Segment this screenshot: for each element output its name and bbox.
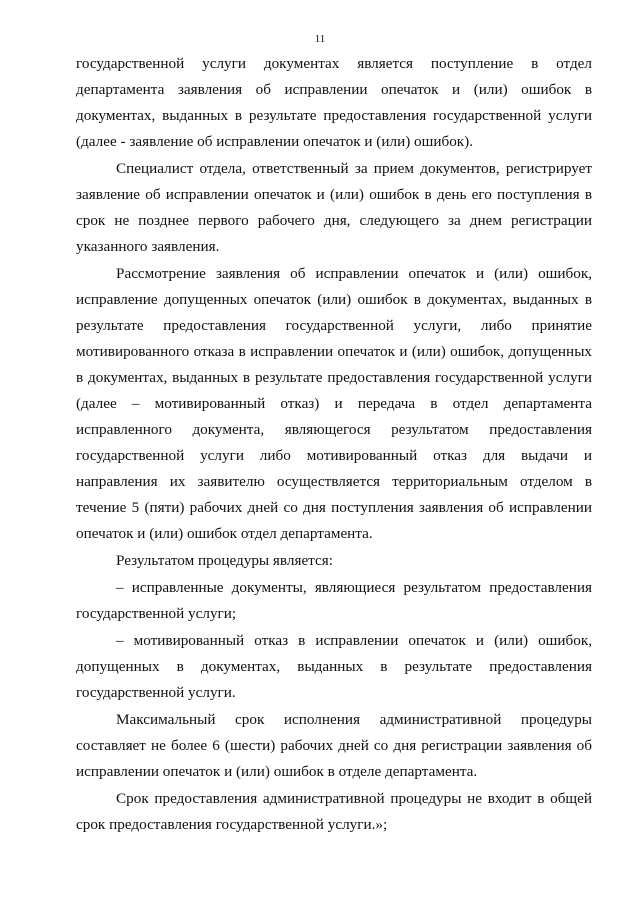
paragraph-registration: Специалист отдела, ответственный за прием документов, регистрирует заявление об исправлении опечаток и (или) ошибок в день его поступления в срок не позднее первого рабочего дня, следующего за днем регистрации указанного заявления.	[76, 160, 592, 255]
list-item-corrected-documents: – исправленные документы, являющиеся результатом предоставления государственной услуги;	[76, 579, 592, 622]
paragraph-term-exclusion: Срок предоставления административной процедуры не входит в общей срок предоставления государственной услуги.»;	[76, 790, 592, 833]
page-number: 11	[314, 33, 326, 45]
document-body	[76, 51, 592, 838]
paragraph-max-term: Максимальный срок исполнения административной процедуры составляет не более 6 (шести) рабочих дней со дня регистрации заявления об исправлении опечаток и (или) ошибок в отделе департамента.	[76, 711, 592, 780]
list-item-refusal: – мотивированный отказ в исправлении опечаток и (или) ошибок, допущенных в документах, выданных в результате предоставления государственной услуги.	[76, 632, 592, 701]
paragraph-review: Рассмотрение заявления об исправлении опечаток и (или) ошибок, исправление допущенных опечаток (или) ошибок в документах, выданных в результате предоставления государственной услуги, либо принятие мотивированного отказа в исправлении опечаток и (или) ошибок, допущенных в документах, выданных в результате предоставления государственной услуги (далее – мотивированный отказ) и передача в отдел департамента исправленного документа, являющегося результатом предоставления государственной услуги либо мотивированный отказ для выдачи и направления их заявителю осуществляется территориальным отделом в течение 5 (пяти) рабочих дней со дня поступления заявления об исправлении опечаток и (или) ошибок отдел департамента.	[76, 265, 592, 542]
paragraph-continuation: государственной услуги документах является поступление в отдел департамента заявления об исправлении опечаток и (или) ошибок в документах, выданных в результате предоставления государственной услуги (далее - заявление об исправлении опечаток и (или) ошибок).	[76, 55, 592, 150]
paragraph-result-heading: Результатом процедуры является:	[116, 552, 333, 569]
